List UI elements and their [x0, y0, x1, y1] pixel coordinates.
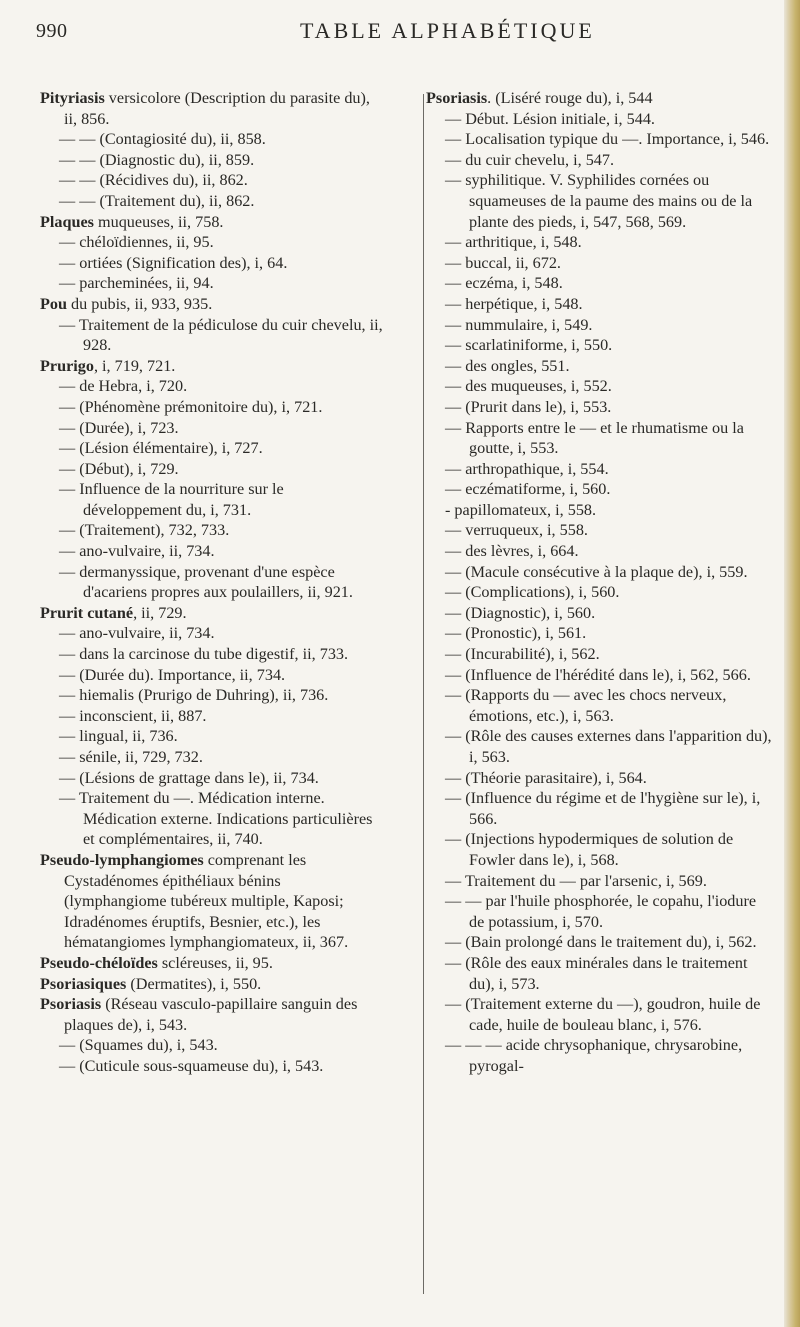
- index-entry: [40, 1035, 386, 1056]
- entry-text: versicolore (Description du parasite du), ii, 856.: [64, 89, 370, 128]
- entry-text: — (Influence du régime et de l'hygiène sur le), i, 566.: [445, 789, 761, 828]
- entry-text: — eczéma, i, 548.: [445, 274, 563, 293]
- entry-text: — (Traitement), 732, 733.: [59, 521, 230, 540]
- entry-text: — (Diagnostic), i, 560.: [445, 603, 596, 622]
- entry-head-word: Plaques: [40, 212, 94, 231]
- index-entry: [40, 356, 386, 377]
- index-entry: [40, 520, 386, 541]
- index-entry: [40, 479, 386, 520]
- index-entry: [40, 953, 386, 974]
- entry-text: — verruqueux, i, 558.: [445, 521, 588, 540]
- index-entry: [40, 974, 386, 995]
- entry-head-word: Pseudo-lymphangiomes: [40, 850, 204, 869]
- index-entry: [40, 562, 386, 603]
- index-entry: [40, 253, 386, 274]
- index-entry: [40, 603, 386, 624]
- index-entry: [426, 994, 772, 1035]
- entry-head-word: Pityriasis: [40, 89, 105, 107]
- index-entry: [40, 315, 386, 356]
- entry-text: — (Complications), i, 560.: [445, 583, 620, 602]
- index-entry: [426, 685, 772, 726]
- entry-head-word: Psoriasis: [40, 995, 102, 1014]
- entry-text: (Dermatites), i, 550.: [126, 974, 262, 993]
- index-entry: [426, 294, 772, 315]
- entry-text: . (Liséré rouge du), i, 544: [487, 89, 653, 107]
- index-entry: [426, 1035, 772, 1076]
- entry-text: — sénile, ii, 729, 732.: [59, 748, 203, 766]
- index-entry: [426, 562, 772, 583]
- index-entry: [426, 582, 772, 603]
- entry-text: — Début. Lésion initiale, i, 544.: [445, 109, 655, 128]
- entry-text: - papillomateux, i, 558.: [445, 500, 597, 519]
- index-entry: [426, 500, 772, 521]
- entry-text: — (Lésion élémentaire), i, 727.: [59, 439, 263, 458]
- entry-text: (Réseau vasculo-papillaire sanguin des plaques de), i, 543.: [64, 995, 358, 1034]
- index-entry: [426, 315, 772, 336]
- index-entry: [40, 129, 386, 150]
- index-entry: [40, 191, 386, 212]
- index-entry: [426, 665, 772, 686]
- entry-text: — Localisation typique du —. Importance, i, 546.: [445, 130, 770, 149]
- entry-text: — (Injections hypodermiques de solution de Fowler dans le), i, 568.: [445, 830, 734, 869]
- index-entry: [40, 397, 386, 418]
- entry-text: — scarlatiniforme, i, 550.: [445, 336, 613, 355]
- entry-text: — des muqueuses, i, 552.: [445, 377, 612, 396]
- index-entry: [40, 768, 386, 789]
- entry-text: — des lèvres, i, 664.: [445, 542, 579, 561]
- index-entry: [40, 459, 386, 480]
- entry-text: — — (Traitement du), ii, 862.: [59, 191, 255, 210]
- index-entry: [40, 1056, 386, 1077]
- index-entry: [426, 953, 772, 994]
- index-entry: [426, 376, 772, 397]
- index-entry: [426, 150, 772, 171]
- index-entry: [426, 623, 772, 644]
- entry-text: — Traitement du —. Médication interne. Médication externe. Indications particulières et complémentaires, ii, 740.: [59, 789, 373, 849]
- index-entry: [40, 376, 386, 397]
- index-entry: [40, 273, 386, 294]
- entry-head-word: Prurigo: [40, 356, 94, 375]
- entry-text: — (Traitement externe du —), goudron, huile de cade, huile de bouleau blanc, i, 576.: [445, 995, 761, 1034]
- index-entry: [426, 109, 772, 130]
- entry-text: — — — acide chrysophanique, chrysarobine, pyrogal-: [445, 1036, 743, 1075]
- running-title: TABLE ALPHABÉTIQUE: [300, 18, 595, 43]
- entry-text: — (Rapports du — avec les chocs nerveux, émotions, etc.), i, 563.: [445, 686, 727, 725]
- index-entry: [426, 479, 772, 500]
- index-entry: [40, 150, 386, 171]
- index-entry: [40, 212, 386, 233]
- index-entry: [426, 459, 772, 480]
- index-entry: [40, 623, 386, 644]
- entry-text: muqueuses, ii, 758.: [93, 212, 224, 231]
- entry-text: — Traitement de la pédiculose du cuir chevelu, ii, 928.: [59, 315, 383, 355]
- index-entry: [426, 891, 772, 932]
- index-entry: [426, 170, 772, 232]
- entry-head-word: Prurit cutané: [40, 603, 134, 622]
- index-entry: [40, 541, 386, 562]
- entry-text: — ano-vulvaire, ii, 734.: [59, 624, 215, 643]
- entry-text: — eczématiforme, i, 560.: [445, 480, 611, 499]
- entry-text: — parcheminées, ii, 94.: [59, 274, 214, 293]
- entry-text: , ii, 729.: [133, 603, 187, 622]
- entry-text: — (Durée), i, 723.: [59, 418, 179, 437]
- index-entry: [40, 850, 386, 953]
- index-entry: [426, 418, 772, 459]
- index-entry: [40, 438, 386, 459]
- entry-text: — — (Diagnostic du), ii, 859.: [59, 150, 255, 169]
- entry-text: — chéloïdiennes, ii, 95.: [59, 233, 214, 252]
- index-entry: [426, 726, 772, 767]
- entry-text: — (Théorie parasitaire), i, 564.: [445, 768, 647, 787]
- entry-text: — (Phénomène prémonitoire du), i, 721.: [59, 397, 323, 416]
- entry-text: — (Pronostic), i, 561.: [445, 624, 587, 643]
- entry-text: — herpétique, i, 548.: [445, 294, 583, 313]
- entry-text: — (Bain prolongé dans le traitement du), i, 562.: [445, 933, 757, 952]
- entry-text: — buccal, ii, 672.: [445, 253, 561, 272]
- entry-text: — (Cuticule sous-squameuse du), i, 543.: [59, 1056, 324, 1075]
- entry-text: du pubis, ii, 933, 935.: [67, 294, 213, 313]
- index-columns: [40, 88, 780, 1298]
- entry-text: — (Squames du), i, 543.: [59, 1036, 218, 1055]
- index-entry: [426, 644, 772, 665]
- index-entry: [426, 871, 772, 892]
- left-column: [40, 88, 386, 1077]
- entry-head-word: Psoriasiques: [40, 974, 127, 993]
- index-entry: [40, 170, 386, 191]
- index-entry: [40, 418, 386, 439]
- right-column: [426, 88, 772, 1077]
- index-entry: [40, 665, 386, 686]
- index-entry: [426, 603, 772, 624]
- entry-text: comprenant les Cystadénomes épithéliaux bénins (lymphangiome tubéreux multiple, Kaposi; Idradénomes éruptifs, Besnier, etc.), les hématangiomes lymphangiomateux, ii, 367.: [64, 850, 349, 952]
- index-entry: [426, 356, 772, 377]
- index-entry: [426, 520, 772, 541]
- index-entry: [40, 685, 386, 706]
- index-entry: [426, 788, 772, 829]
- entry-text: — — par l'huile phosphorée, le copahu, l'iodure de potassium, i, 570.: [445, 892, 757, 931]
- entry-text: — (Influence de l'hérédité dans le), i, 562, 566.: [445, 665, 751, 684]
- entry-text: — (Prurit dans le), i, 553.: [445, 397, 612, 416]
- entry-text: — (Début), i, 729.: [59, 459, 179, 478]
- entry-text: — des ongles, 551.: [445, 356, 570, 375]
- entry-text: scléreuses, ii, 95.: [157, 953, 273, 972]
- index-entry: [426, 88, 772, 109]
- index-entry: [426, 253, 772, 274]
- entry-text: — ortiées (Signification des), i, 64.: [59, 253, 288, 272]
- index-entry: [40, 788, 386, 850]
- entry-text: — dans la carcinose du tube digestif, ii, 733.: [59, 645, 349, 664]
- entry-text: — (Rôle des eaux minérales dans le traitement du), i, 573.: [445, 953, 748, 993]
- index-entry: [426, 932, 772, 953]
- entry-text: — Influence de la nourriture sur le développement du, i, 731.: [59, 480, 284, 519]
- index-entry: [426, 768, 772, 789]
- index-entry: [426, 397, 772, 418]
- index-entry: [426, 335, 772, 356]
- index-entry: [40, 994, 386, 1035]
- index-entry: [40, 644, 386, 665]
- entry-text: — dermanyssique, provenant d'une espèce d'acariens propres aux poulaillers, ii, 921.: [59, 562, 353, 602]
- entry-text: — (Incurabilité), i, 562.: [445, 645, 600, 664]
- entry-text: — ano-vulvaire, ii, 734.: [59, 542, 215, 561]
- entry-text: — du cuir chevelu, i, 547.: [445, 150, 615, 169]
- index-entry: [40, 747, 386, 768]
- page-edge: [784, 0, 800, 1327]
- page-number: 990: [36, 20, 68, 42]
- entry-text: — — (Récidives du), ii, 862.: [59, 171, 248, 190]
- entry-text: — arthritique, i, 548.: [445, 233, 582, 252]
- index-entry: [426, 232, 772, 253]
- entry-text: — (Rôle des causes externes dans l'apparition du), i, 563.: [445, 727, 772, 766]
- index-entry: [426, 129, 772, 150]
- entry-text: — arthropathique, i, 554.: [445, 459, 609, 478]
- entry-text: — (Lésions de grattage dans le), ii, 734.: [59, 768, 319, 787]
- entry-head-word: Pseudo-chéloïdes: [40, 953, 158, 972]
- entry-text: , i, 719, 721.: [93, 356, 176, 375]
- entry-text: — — (Contagiosité du), ii, 858.: [59, 130, 266, 149]
- entry-text: — de Hebra, i, 720.: [59, 377, 188, 396]
- entry-text: — (Macule consécutive à la plaque de), i, 559.: [445, 562, 748, 581]
- entry-text: — (Durée du). Importance, ii, 734.: [59, 665, 286, 684]
- index-entry: [426, 273, 772, 294]
- index-entry: [40, 88, 386, 129]
- entry-text: — Traitement du — par l'arsenic, i, 569.: [445, 871, 707, 890]
- index-entry: [40, 726, 386, 747]
- page-header: [0, 14, 784, 54]
- index-entry: [426, 541, 772, 562]
- entry-head-word: Psoriasis: [426, 89, 488, 107]
- index-entry: [426, 829, 772, 870]
- entry-text: — syphilitique. V. Syphilides cornées ou squameuses de la paume des mains ou de la plante des pieds, i, 547, 568, 569.: [445, 171, 753, 231]
- entry-head-word: Pou: [40, 294, 67, 313]
- entry-text: — lingual, ii, 736.: [59, 727, 178, 746]
- index-entry: [40, 706, 386, 727]
- entry-text: — hiemalis (Prurigo de Duhring), ii, 736.: [59, 686, 329, 705]
- entry-text: — inconscient, ii, 887.: [59, 706, 207, 725]
- column-divider: [423, 94, 424, 1294]
- entry-text: — nummulaire, i, 549.: [445, 315, 593, 334]
- index-entry: [40, 232, 386, 253]
- index-entry: [40, 294, 386, 315]
- entry-text: — Rapports entre le — et le rhumatisme ou la goutte, i, 553.: [445, 418, 744, 458]
